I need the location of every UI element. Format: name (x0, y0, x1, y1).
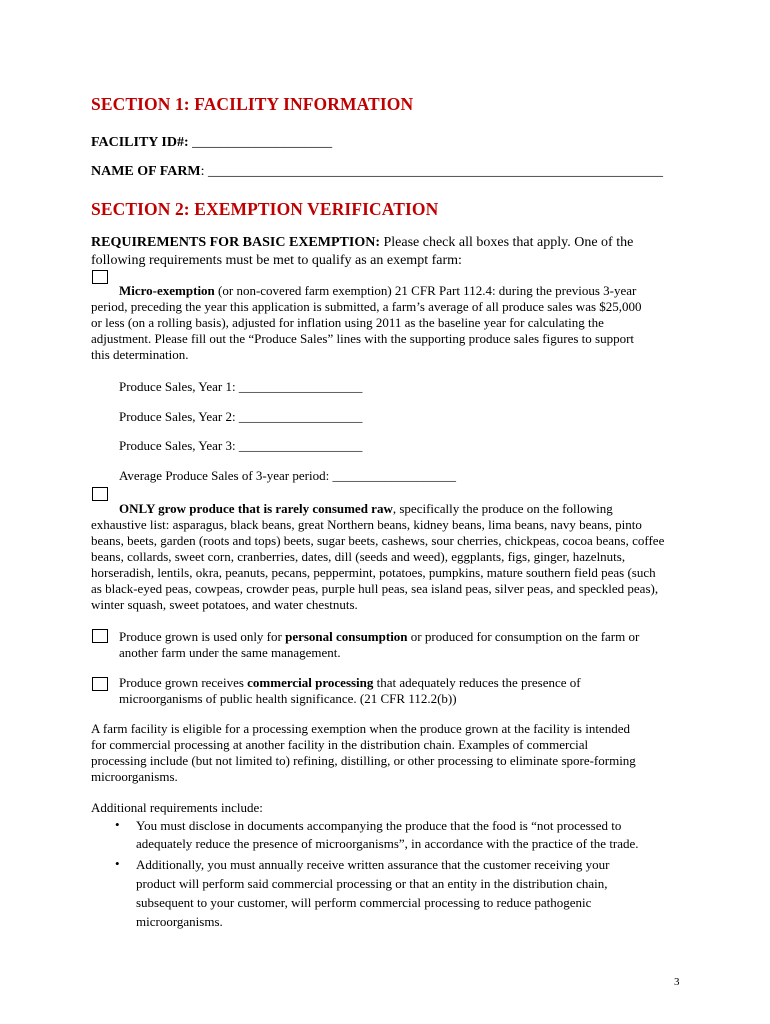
commercial-processing-checkbox[interactable] (92, 677, 108, 691)
additional-requirements-heading: Additional requirements include: (91, 800, 263, 815)
page-number: 3 (674, 976, 680, 988)
farm-name-label: NAME OF FARM (91, 164, 201, 179)
produce-sales-year-1[interactable]: Produce Sales, Year 1: ___________________ (119, 379, 363, 394)
facility-id-label: FACILITY ID#: (91, 135, 189, 150)
section-1-title: SECTION 1: FACILITY INFORMATION (91, 94, 414, 114)
bullet-glyph: • (115, 856, 120, 871)
processing-exemption-paragraph: A farm facility is eligible for a processing exemption when the produce grown at the facility is intended for commercial processing at another facility in the distribution chain. Examples of commercial processing include (but not limited to) refining, distilling, or other processing to eliminate spore-forming microorganisms. (91, 721, 636, 784)
produce-sales-year-2[interactable]: Produce Sales, Year 2: ___________________ (119, 409, 363, 424)
rarely-consumed-raw-text: ONLY grow produce that is rarely consumed raw, specifically the produce on the following exhaustive list: asparagus, black beans, great Northern beans, kidney beans, lima beans, navy beans, pinto beans, beets, garden (roots and tops) beets, sugar beets, cashews, sour cherries, chickpeas, cocoa beans, coffee beans, collards, sweet corn, cranberries, dates, dill (seeds and weed), eggplants, figs, ginger, hazelnuts, horseradish, lentils, okra, peanuts, pecans, peppermint, potatoes, pumpkins, mature southern field peas (such as black-eyed peas, cowpeas, crowder peas, purple hull peas, sea island peas, silver peas, and speckled peas), winter squash, sweet potatoes, and water chestnuts. (91, 501, 665, 612)
micro-exemption-text: Micro-exemption (or non-covered farm exemption) 21 CFR Part 112.4: during the previous 3-year period, preceding the year this application is submitted, a farm’s average of all produce sales was $25,000 or less (on a rolling basis), adjusted for inflation using 2011 as the baseline year for calculating the adjustment. Please fill out the “Produce Sales” lines with the supporting produce sales figures to support this determination. (91, 283, 642, 362)
requirements-intro: REQUIREMENTS FOR BASIC EXEMPTION: Please check all boxes that apply. One of the following requirements must be met to qualify as an exempt farm: (91, 235, 634, 268)
facility-id-field[interactable]: ____________________ (192, 135, 333, 150)
average-produce-sales[interactable]: Average Produce Sales of 3-year period: ___________________ (119, 468, 456, 483)
bullet-glyph: • (115, 817, 120, 832)
bullet-item-disclose: You must disclose in documents accompanying the produce that the food is “not processed to adequately reduce the presence of microorganisms”, in accordance with the practice of the trade. (136, 818, 639, 851)
rarely-consumed-raw-checkbox[interactable] (92, 487, 108, 501)
personal-consumption-text: Produce grown is used only for personal consumption or produced for consumption on the farm or another farm under the same management. (119, 629, 640, 660)
produce-sales-year-3[interactable]: Produce Sales, Year 3: ___________________ (119, 438, 363, 453)
section-2-title: SECTION 2: EXEMPTION VERIFICATION (91, 199, 439, 219)
bullet-item-assurance: Additionally, you must annually receive written assurance that the customer receiving your product will perform said commercial processing or that an entity in the distribution chain, subsequent to your customer, will perform commercial processing to reduce pathogenic microorganisms. (136, 857, 610, 929)
farm-name-field[interactable]: : _________________________________________________________________ (200, 164, 664, 179)
farm-name-row (91, 164, 663, 180)
requirements-label: REQUIREMENTS FOR BASIC EXEMPTION: (91, 235, 380, 250)
personal-consumption-checkbox[interactable] (92, 629, 108, 643)
commercial-processing-text: Produce grown receives commercial processing that adequately reduces the presence of microorganisms of public health significance. (21 CFR 112.2(b)) (119, 675, 581, 706)
facility-id-row (91, 135, 332, 151)
micro-exemption-checkbox[interactable] (92, 270, 108, 284)
